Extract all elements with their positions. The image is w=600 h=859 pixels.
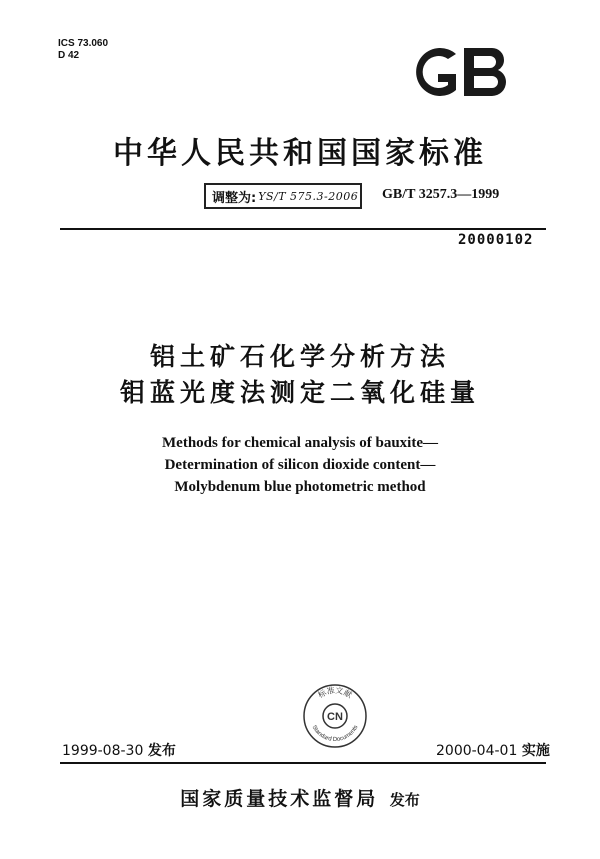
standard-number: GB/T 3257.3—1999: [382, 187, 500, 202]
gb-logo-letter-b: [464, 48, 506, 96]
seal-text-top: 标准文献: [316, 685, 354, 700]
chinese-title-line-2: 钼蓝光度法测定二氧化硅量: [119, 378, 480, 407]
adjustment-value: YS/T 575.3-2006: [258, 189, 359, 203]
seal-text-center: CN: [327, 711, 343, 723]
classification-codes: [58, 38, 108, 62]
implement-date-line: [436, 740, 550, 760]
chinese-title-line-1: 铝土矿石化学分析方法: [149, 342, 450, 371]
seal-text-bottom: Standard Documents: [310, 724, 360, 744]
implement-label: 实施: [521, 743, 550, 759]
english-title-line-3: Molybdenum blue photometric method: [174, 479, 426, 495]
standard-documents-seal: [302, 683, 368, 749]
publisher-line: [0, 784, 600, 811]
top-divider: [60, 228, 546, 230]
bottom-divider: [60, 762, 546, 764]
standard-title: 中华人民共和国国家标准: [113, 136, 487, 171]
adjustment-label: 调整为:: [212, 190, 257, 206]
ics-code: ICS 73.060: [58, 38, 109, 49]
publisher-action: 发布: [389, 791, 420, 809]
issue-date: 1999-08-30: [62, 743, 144, 759]
english-title-line-1: Methods for chemical analysis of bauxite—: [162, 435, 438, 451]
implement-date: 2000-04-01: [436, 743, 518, 759]
ccs-code: D 42: [58, 50, 80, 61]
issue-label: 发布: [147, 743, 176, 759]
classification-number: 20000102: [458, 232, 534, 248]
adjustment-stamp: [204, 183, 362, 209]
gb-logo-letter-g: [416, 48, 456, 96]
english-title-line-2: Determination of silicon dioxide content—: [164, 457, 436, 473]
gb-logo: [404, 40, 516, 104]
issue-date-line: [62, 740, 176, 760]
publisher-org: 国家质量技术监督局: [180, 788, 379, 810]
